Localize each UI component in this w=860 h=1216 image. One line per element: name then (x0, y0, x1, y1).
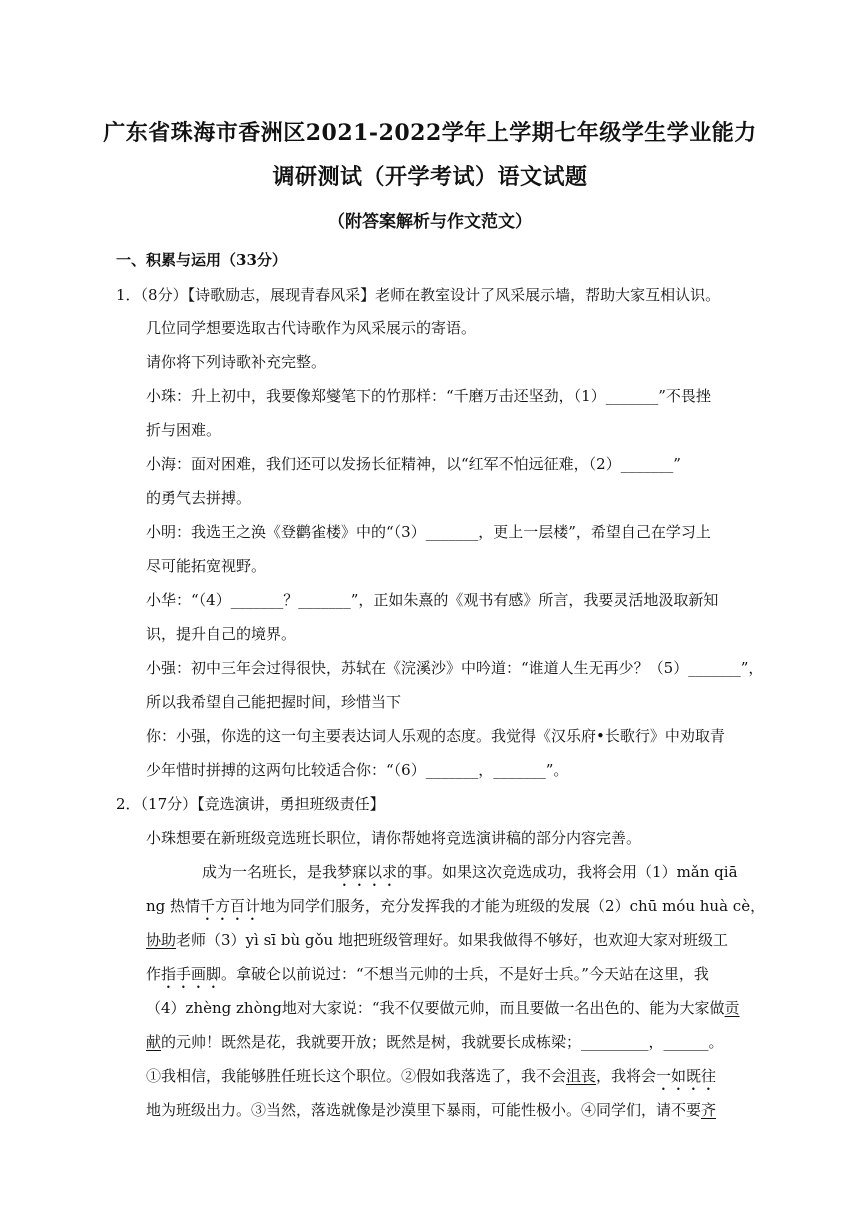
dotted-word: 千方百计 (200, 897, 261, 915)
q1-line: 请你将下列诗歌补充完整。 (146, 353, 327, 371)
dotted-word: 指手画脚 (161, 965, 222, 983)
speech-text: 作 (146, 965, 162, 983)
q1-line: 折与困难。 (146, 421, 222, 439)
dotted-word: 一如既往 (656, 1067, 717, 1085)
doc-title-line2: 调研测试（开学考试）语文试题 (272, 164, 588, 190)
underlined-word: 献 (146, 1033, 162, 1051)
q1-line: 几位同学想要选取古代诗歌作为风采展示的寄语。 (146, 319, 477, 337)
q1-line: 你：小强，你选的这一句主要表达词人乐观的态度。我觉得《汉乐府•长歌行》中劝取青 (146, 727, 725, 745)
speech-line (146, 998, 740, 1018)
speech-text: ，我将会 (596, 1067, 657, 1085)
q2-line: 小珠想要在新班级竞选班长职位，请你帮她将竞选演讲稿的部分内容完善。 (146, 829, 642, 847)
speech-text: 老师（3）yì sī bù gǒu 地把班级管理好。如果我做得不够好，也欢迎大家对班级工 (176, 931, 728, 949)
q1-line: 少年惜时拼搏的这两句比较适合你：“（6）_______，_______”。 (146, 761, 569, 779)
speech-line (202, 862, 738, 890)
speech-line (146, 896, 765, 924)
doc-subtitle: （附答案解析与作文范文） (328, 212, 532, 232)
speech-line (146, 964, 709, 992)
underlined-word: 协助 (146, 931, 177, 949)
speech-text: ①我相信，我能够胜任班长这个职位。②假如我落选了，我不会 (146, 1067, 567, 1085)
q1-line: 小明：我选王之涣《登鹳雀楼》中的“（3）_______，更上一层楼”，希望自己在学习上 (146, 523, 711, 541)
doc-title-line1: 广东省珠海市香洲区2021-2022学年上学期七年级学生学业能力 (103, 120, 757, 146)
underlined-word: 贡 (724, 999, 740, 1017)
q1-line: 1．（8分）【诗歌励志，展现青春风采】老师在教室设计了风采展示墙，帮助大家互相认识。 (116, 286, 721, 304)
speech-text: 成为一名班长，是我 (202, 863, 338, 881)
section-heading: 一、积累与运用（33分） (116, 251, 287, 269)
underlined-word: 齐 (701, 1101, 717, 1119)
speech-text: （4）zhèng zhòng地对大家说：“我不仅要做元帅，而且要做一名出色的、能为大家做 (146, 999, 725, 1017)
speech-text: 。拿破仑以前说过：“不想当元帅的士兵，不是好士兵。”今天站在这里，我 (221, 965, 709, 983)
speech-line (146, 930, 728, 950)
speech-text: 的事。如果这次竞选成功，我将会用（1）mǎn qiā (397, 863, 738, 881)
underlined-word: 沮丧 (566, 1067, 597, 1085)
q1-line: 小华：“（4）_______？_______”，正如朱熹的《观书有感》所言，我要灵活地汲取新知 (146, 591, 719, 609)
speech-text: 地为班级出力。③当然，落选就像是沙漠里下暴雨，可能性极小。④同学们，请不要 (146, 1101, 702, 1119)
speech-line (146, 1100, 716, 1120)
q2-heading: 2．（17分）【竞选演讲，勇担班级责任】 (116, 795, 385, 813)
q1-line: 识，提升自己的境界。 (146, 625, 297, 643)
q1-line: 小珠：升上初中，我要像郑燮笔下的竹那样：“千磨万击还坚劲，（1）_______”不畏挫 (146, 387, 711, 405)
q1-line: 所以我希望自己能把握时间，珍惜当下 (146, 693, 402, 711)
q1-line: 的勇气去拼搏。 (146, 489, 252, 507)
speech-text: 地为同学们服务，充分发挥我的才能为班级的发展（2）chū móu huà cè， (260, 897, 766, 915)
q1-line: 小海：面对困难，我们还可以发扬长征精神，以“红军不怕远征难，（2）_______” (146, 455, 681, 473)
speech-text: ng 热情 (146, 897, 201, 915)
speech-text: 的元帅！既然是花，我就要开放；既然是树，我就要长成栋梁；_________，______。 (161, 1033, 724, 1051)
dotted-word: 梦寐以求 (337, 863, 398, 881)
q1-line: 尽可能拓宽视野。 (146, 557, 267, 575)
speech-line (146, 1066, 716, 1094)
q1-line: 小强：初中三年会过得很快，苏轼在《浣溪沙》中吟道：“谁道人生无再少？（5）_______”， (146, 659, 764, 677)
speech-line (146, 1032, 724, 1052)
